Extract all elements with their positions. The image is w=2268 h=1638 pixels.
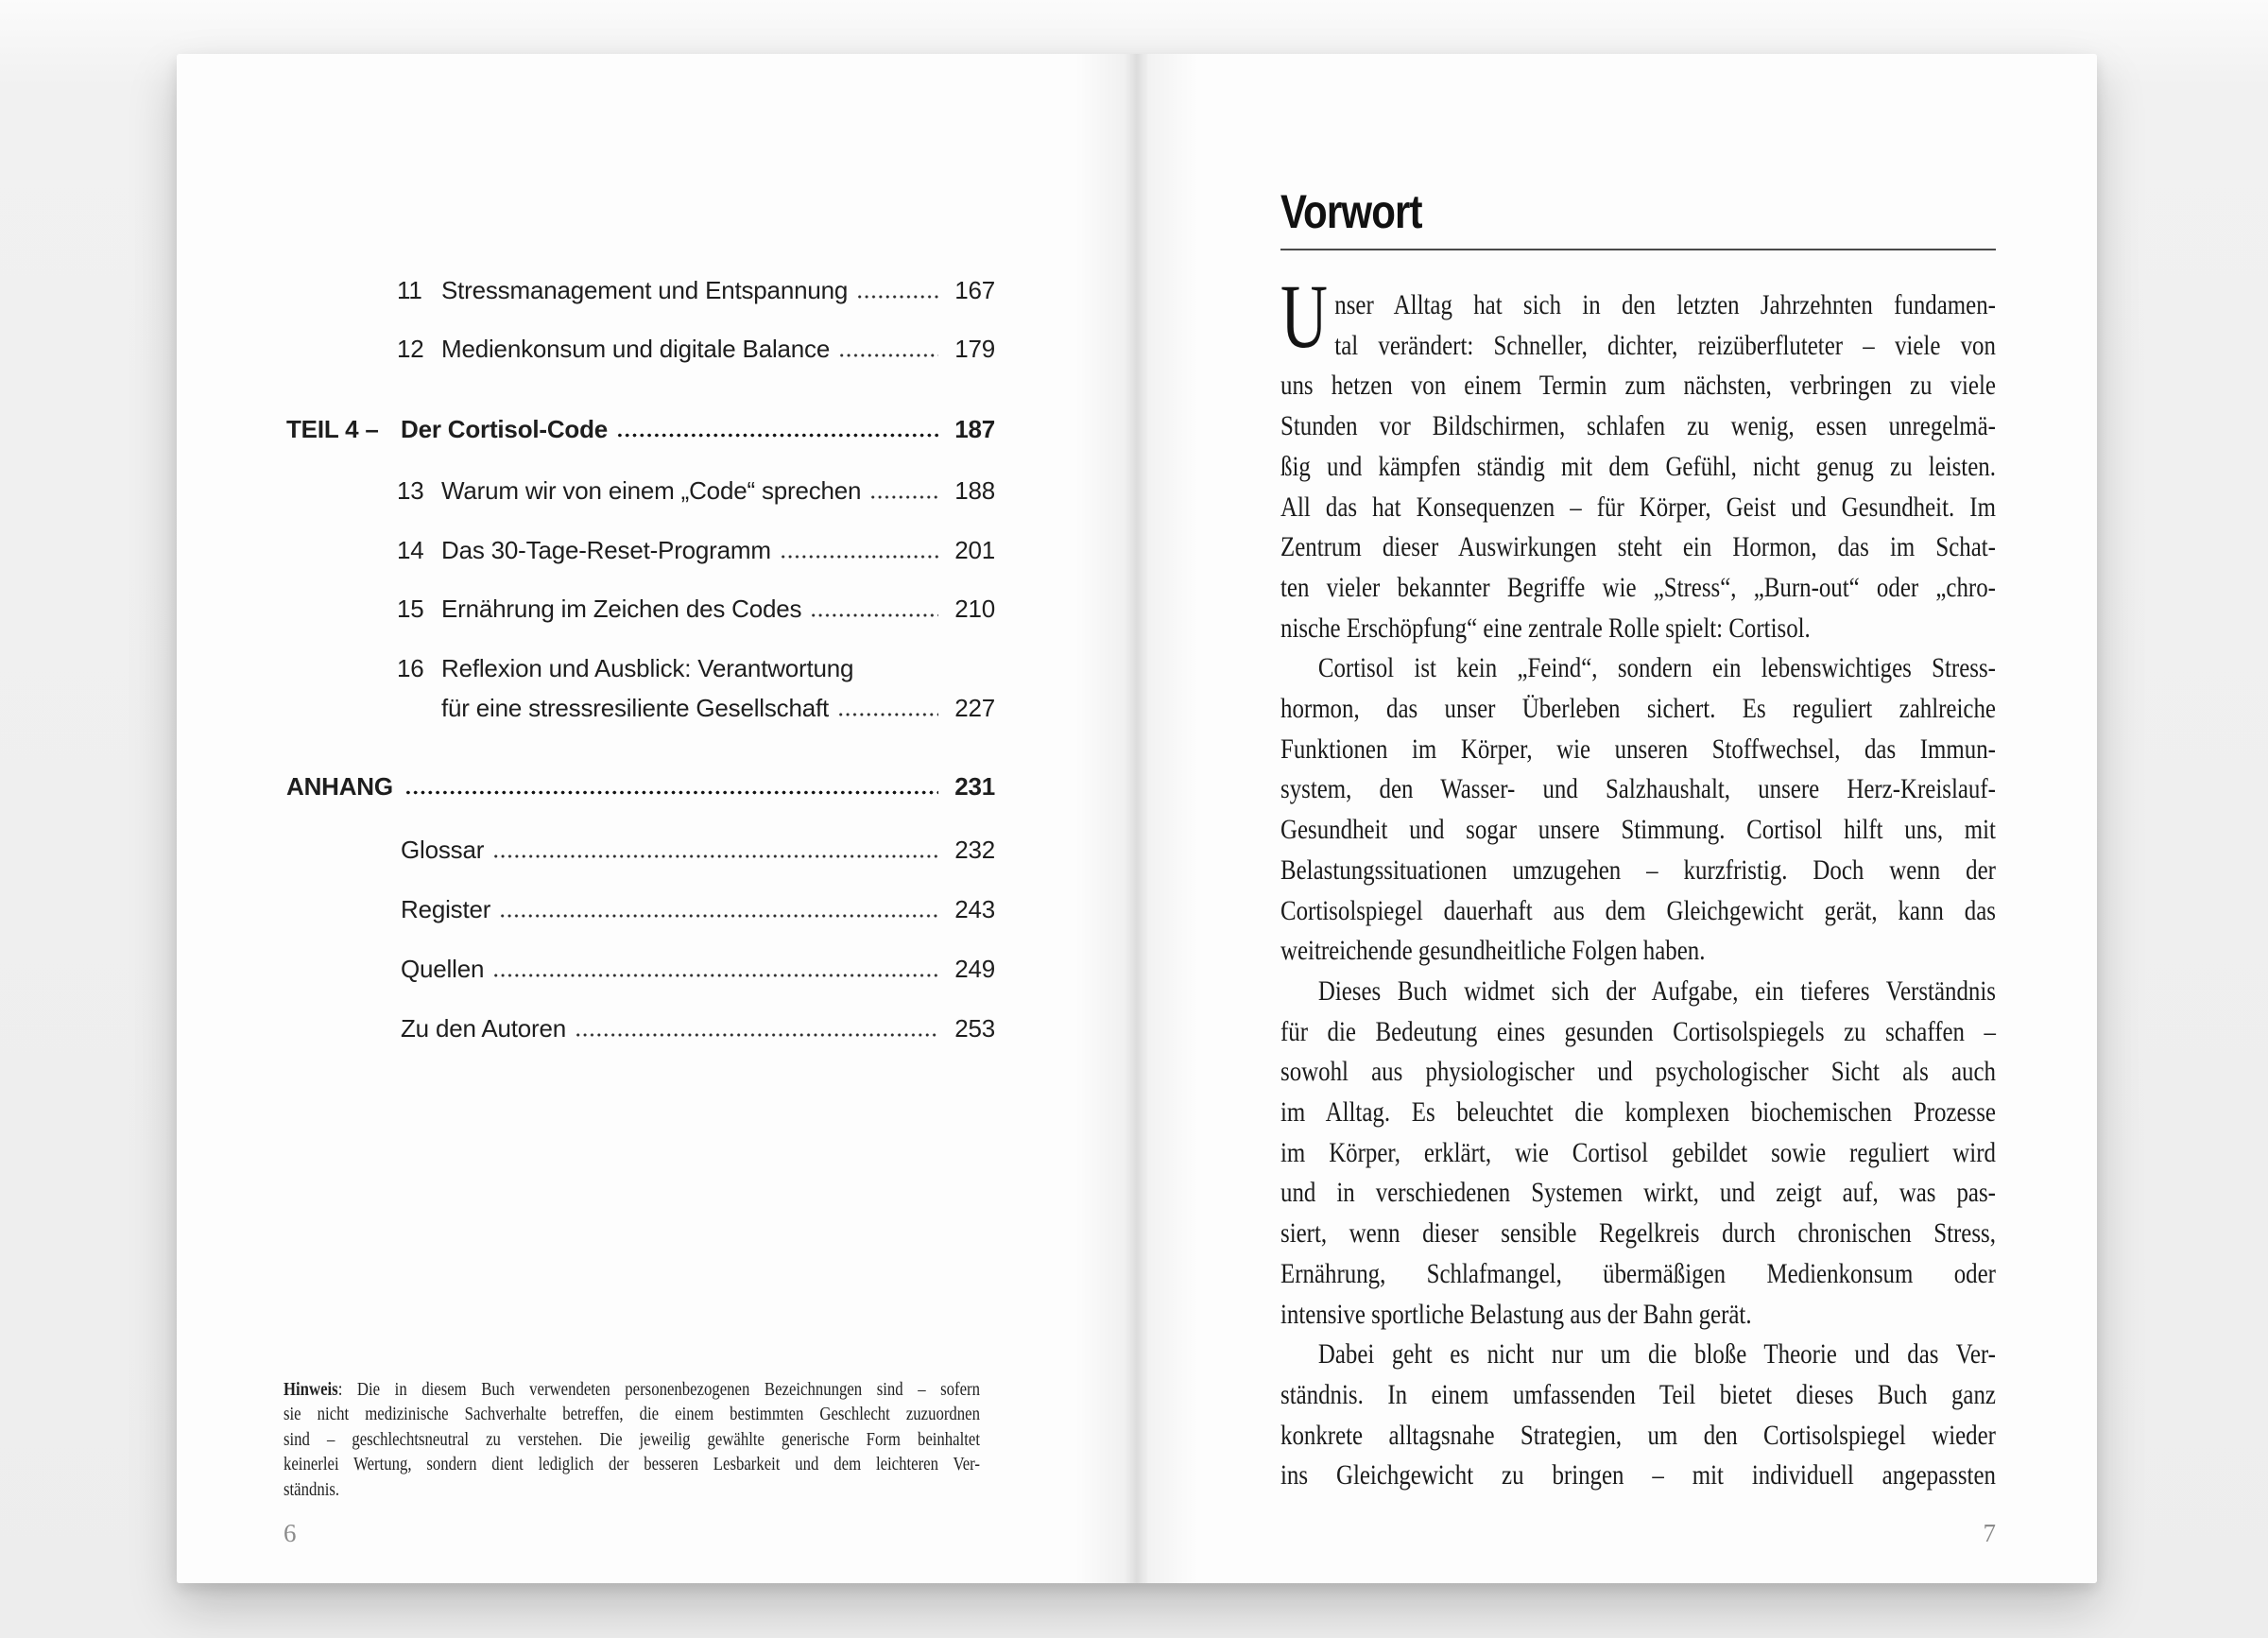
vorwort-page [1137,54,2097,1583]
body-text [1280,285,1996,1496]
toc-page-ref: 243 [954,895,995,923]
body-text-line: im Alltag. Es beleuchtet die komplexen biochemischen Prozesse [1280,1096,1996,1129]
toc-entry-title: Zu den Autoren [401,1014,566,1043]
body-text-line: ßig und kämpfen ständig mit dem Gefühl, nicht genug zu leisten. [1280,450,1996,482]
toc-entry-title: Der Cortisol-Code [401,415,609,443]
footnote-line: keinerlei Wertung, sondern dient lediglich der besseren Lesbarkeit und dem leichteren Ver- [284,1454,980,1475]
body-text-line: für die Bedeutung eines gesunden Cortisolspiegels zu schaffen – [1280,1015,1996,1047]
page-number-right: 7 [1983,1519,1996,1547]
toc-row [286,954,995,984]
toc-page-ref: 201 [954,536,995,564]
toc-row [286,653,995,683]
toc-row [286,334,995,364]
dot-leader [780,535,938,565]
toc-entry-title: Reflexion und Ausblick: Verantwortung [441,654,854,682]
body-text-line: nische Erschöpfung“ eine zentrale Rolle spielt: Cortisol. [1280,612,1811,644]
footnote-line: ständnis. [284,1478,340,1500]
dot-leader [616,414,938,444]
page-number-left: 6 [284,1519,297,1547]
drop-cap: U [1280,266,1328,367]
toc-entry-title: Warum wir von einem „Code“ sprechen [441,476,862,505]
footnote-line: sie nicht medizinische Sachverhalte betreffen, die einem bestimmten Geschlecht zuzuordnen [284,1404,980,1425]
body-text-line: Dieses Buch widmet sich der Aufgabe, ein tieferes Verständnis [1317,974,1996,1007]
vorwort-paragraph [1280,285,1996,648]
toc-page-ref: 187 [954,415,995,443]
toc-row [286,835,995,865]
table-of-contents [177,54,1137,1583]
dot-leader [499,894,938,924]
toc-chapter-number: 16 [397,654,424,682]
body-text-line: ins Gleichgewicht zu bringen – mit individuell angepassten [1280,1459,1996,1491]
body-text-line: tal verändert: Schneller, dichter, reizüberfluteter – viele von [1334,329,1996,361]
body-text-line: uns hetzen von einem Termin zum nächsten, verbringen zu viele [1280,370,1996,402]
body-text-line: Belastungssituationen umzugehen – kurzfristig. Doch wenn der [1280,853,1996,886]
toc-chapter-number: 15 [397,595,424,623]
footnote-line: sind – geschlechtsneutral zu verstehen. Die jeweilig gewählte generische Form beinhaltet [284,1428,980,1450]
toc-chapter-number: 11 [397,276,422,304]
body-text-line: ten vieler bekannter Begriffe wie „Stress“, „Burn-out“ oder „chro- [1280,571,1996,603]
toc-entry-title: Register [401,895,491,923]
dot-leader [869,475,938,506]
body-text-line: All das hat Konsequenzen – für Körper, Geist und Gesundheit. Im [1280,491,1996,523]
body-text-line: intensive sportliche Belastung aus der Bahn gerät. [1280,1298,1752,1330]
footnote-label: Hinweis [284,1379,338,1400]
toc-entry-title: Ernährung im Zeichen des Codes [441,595,802,623]
body-text-line: weitreichende gesundheitliche Folgen haben. [1280,935,1706,967]
toc-entry-title: Medienkonsum und digitale Balance [441,335,831,363]
body-text-line: siert, wenn dieser sensible Regelkreis durch chronischen Stress, [1280,1217,1996,1250]
toc-row [286,1013,995,1043]
footnote-line: Hinweis: Die in diesem Buch verwendeten personenbezogenen Bezeichnungen sind – sofern [284,1379,980,1400]
toc-entry-title: Das 30-Tage-Reset-Programm [441,536,771,564]
dot-leader [575,1013,938,1043]
body-text-line: Funktionen im Körper, wie unseren Stoffwechsel, das Immun- [1280,733,1996,765]
dot-leader [810,594,938,624]
toc-chapter-number: 13 [397,476,424,505]
toc-page-ref: 227 [954,694,995,722]
toc-row [286,535,995,565]
body-text-line: Stunden vor Bildschirmen, schlafen zu wenig, essen unregelmä- [1280,410,1996,442]
dot-leader [492,835,938,865]
toc-entry-title: Glossar [401,836,485,864]
dot-leader [838,334,938,364]
toc-row [286,475,995,506]
chapter-heading-text: Vorwort [1280,185,1422,238]
toc-page-ref: 232 [954,836,995,864]
body-text-line: system, den Wasser- und Salzhaushalt, unsere Herz-Kreislauf- [1280,773,1996,805]
toc-part-label: ANHANG [286,772,393,801]
body-text-line: sowohl aus physiologischer und psychologischer Sicht als auch [1280,1056,1996,1088]
body-text-line: konkrete alltagsnahe Strategien, um den Cortisolspiegel wieder [1280,1419,1996,1451]
toc-page-ref: 231 [954,772,995,801]
toc-row [286,594,995,624]
body-text-line: hormon, das unser Überleben sichert. Es reguliert zahlreiche [1280,693,1996,725]
body-text-line: ständnis. In einem umfassenden Teil bietet dieses Buch ganz [1280,1378,1996,1410]
vorwort-paragraph [1280,648,1996,972]
dot-leader [492,954,938,984]
toc-page-ref: 253 [954,1014,995,1043]
toc-entry-title: Quellen [401,955,485,983]
body-text-line: Cortisolspiegel dauerhaft aus dem Gleichgewicht gerät, kann das [1280,894,1996,926]
toc-chapter-number: 14 [397,536,424,564]
dot-leader [404,771,938,802]
toc-page-ref: 210 [954,595,995,623]
body-text-line: Zentrum dieser Auswirkungen steht ein Hormon, das im Schat- [1280,531,1996,563]
toc-part-label: TEIL 4 – [286,415,379,443]
toc-chapter-number: 12 [397,335,424,363]
toc-row [286,414,995,444]
chapter-heading [1280,184,1449,239]
toc-row [286,771,995,802]
toc-page-ref: 167 [954,276,995,304]
toc-page-ref: 179 [954,335,995,363]
body-text-line: Ernährung, Schlafmangel, übermäßigen Medienkonsum oder [1280,1257,1996,1289]
book-spread [177,54,2097,1583]
vorwort-paragraph [1280,1335,1996,1496]
toc-row [286,693,995,723]
body-text-line: Dabei geht es nicht nur um die bloße Theorie und das Ver- [1317,1338,1996,1371]
toc-entry-title: Stressmanagement und Entspannung [441,276,849,304]
body-text-line: Cortisol ist kein „Feind“, sondern ein lebenswichtiges Stress- [1317,652,1996,684]
dot-leader [837,693,938,723]
body-text-line: nser Alltag hat sich in den letzten Jahrzehnten fundamen- [1334,289,1996,320]
toc-page-ref: 188 [954,476,995,505]
toc-row [286,275,995,305]
heading-rule [1280,249,1996,250]
body-text-line: und in verschiedenen Systemen wirkt, und zeigt auf, was pas- [1280,1177,1996,1209]
dot-leader [856,275,938,305]
footnote [284,1377,980,1502]
body-text-line: im Körper, erklärt, wie Cortisol gebildet sowie reguliert wird [1280,1136,1996,1168]
toc-entry-title: für eine stressresiliente Gesellschaft [441,694,830,722]
toc-page-ref: 249 [954,955,995,983]
toc-page [177,54,1137,1583]
toc-row [286,894,995,924]
vorwort-paragraph [1280,972,1996,1335]
body-text-line: Gesundheit und sogar unsere Stimmung. Cortisol hilft uns, mit [1280,814,1996,846]
